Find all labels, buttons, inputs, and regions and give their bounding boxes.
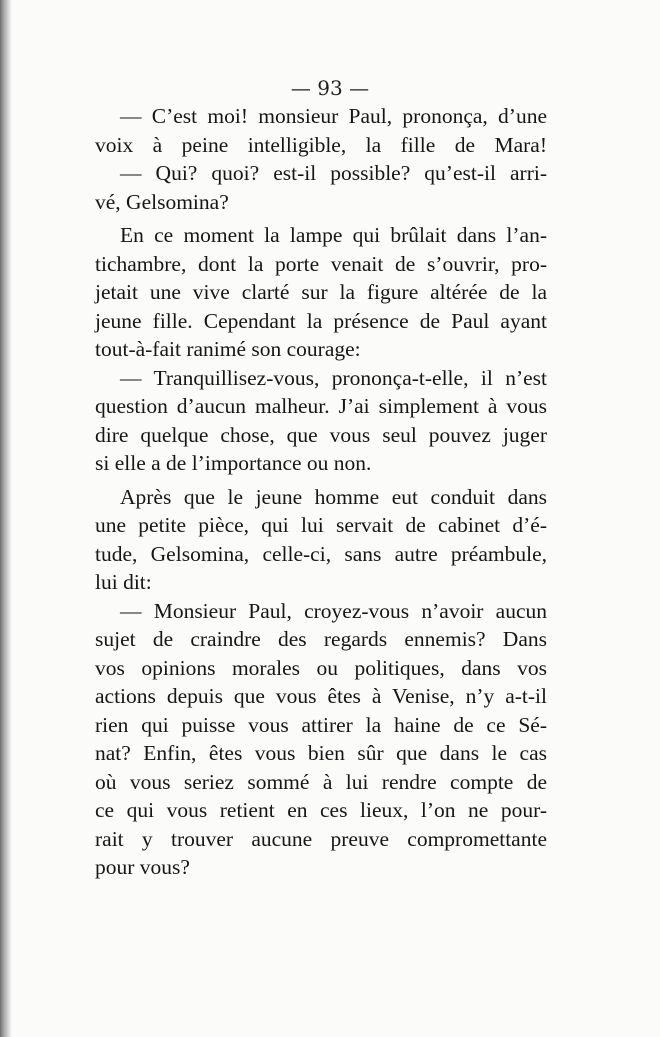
page-number: — 93 — bbox=[290, 76, 370, 100]
text-line: vos opinions morales ou politiques, dans vos bbox=[95, 655, 547, 680]
text-line: tude, Gelsomina, celle-ci, sans autre préambule, bbox=[95, 541, 547, 566]
text-line: sujet de craindre des regards ennemis? Dans bbox=[95, 627, 547, 651]
text-line: jeune fille. Cependant la présence de Paul ayant bbox=[95, 308, 547, 333]
text-line: actions depuis que vous êtes à Venise, n’y a-t-il bbox=[95, 684, 547, 708]
text-line: jetait une vive clarté sur la figure altérée de la bbox=[95, 280, 547, 304]
text-line: tichambre, dont la porte venait de s’ouvrir, pro- bbox=[95, 251, 547, 276]
text-line: — Tranquillisez-vous, prononça-t-elle, il n’est bbox=[120, 365, 547, 390]
text-line: dire quelque chose, que vous seul pouvez juger bbox=[95, 422, 547, 447]
page-binding-edge bbox=[0, 0, 12, 1037]
text-line: ce qui vous retient en ces lieux, l’on ne pour- bbox=[95, 798, 547, 822]
text-line: — Qui? quoi? est-il possible? qu’est-il arri- bbox=[120, 161, 547, 185]
text-line: nat? Enfin, êtes vous bien sûr que dans le cas bbox=[95, 741, 547, 765]
text-line: voix à peine intelligible, la fille de Mara! bbox=[95, 132, 547, 157]
text-line: — Monsieur Paul, croyez-vous n’avoir aucun bbox=[120, 598, 547, 623]
text-line: vé, Gelsomina? bbox=[95, 189, 229, 214]
text-line: En ce moment la lampe qui brûlait dans l’an- bbox=[120, 223, 547, 247]
text-line: — C’est moi! monsieur Paul, prononça, d’une bbox=[120, 104, 547, 128]
text-line: Après que le jeune homme eut conduit dans bbox=[120, 484, 547, 509]
text-line: question d’aucun malheur. J’ai simplement à vous bbox=[95, 394, 547, 418]
text-line: lui dit: bbox=[95, 570, 152, 594]
text-line: tout-à-fait ranimé son courage: bbox=[95, 337, 361, 361]
text-line: si elle a de l’importance ou non. bbox=[95, 451, 372, 475]
text-line: une petite pièce, qui lui servait de cabinet d’é- bbox=[95, 513, 547, 537]
text-line: pour vous? bbox=[95, 855, 190, 879]
page-body-text bbox=[95, 102, 547, 882]
text-line: où vous seriez sommé à lui rendre compte de bbox=[95, 769, 547, 794]
text-line: rien qui puisse vous attirer la haine de ce Sé- bbox=[95, 712, 547, 737]
text-line: rait y trouver aucune preuve compromettante bbox=[95, 826, 547, 851]
